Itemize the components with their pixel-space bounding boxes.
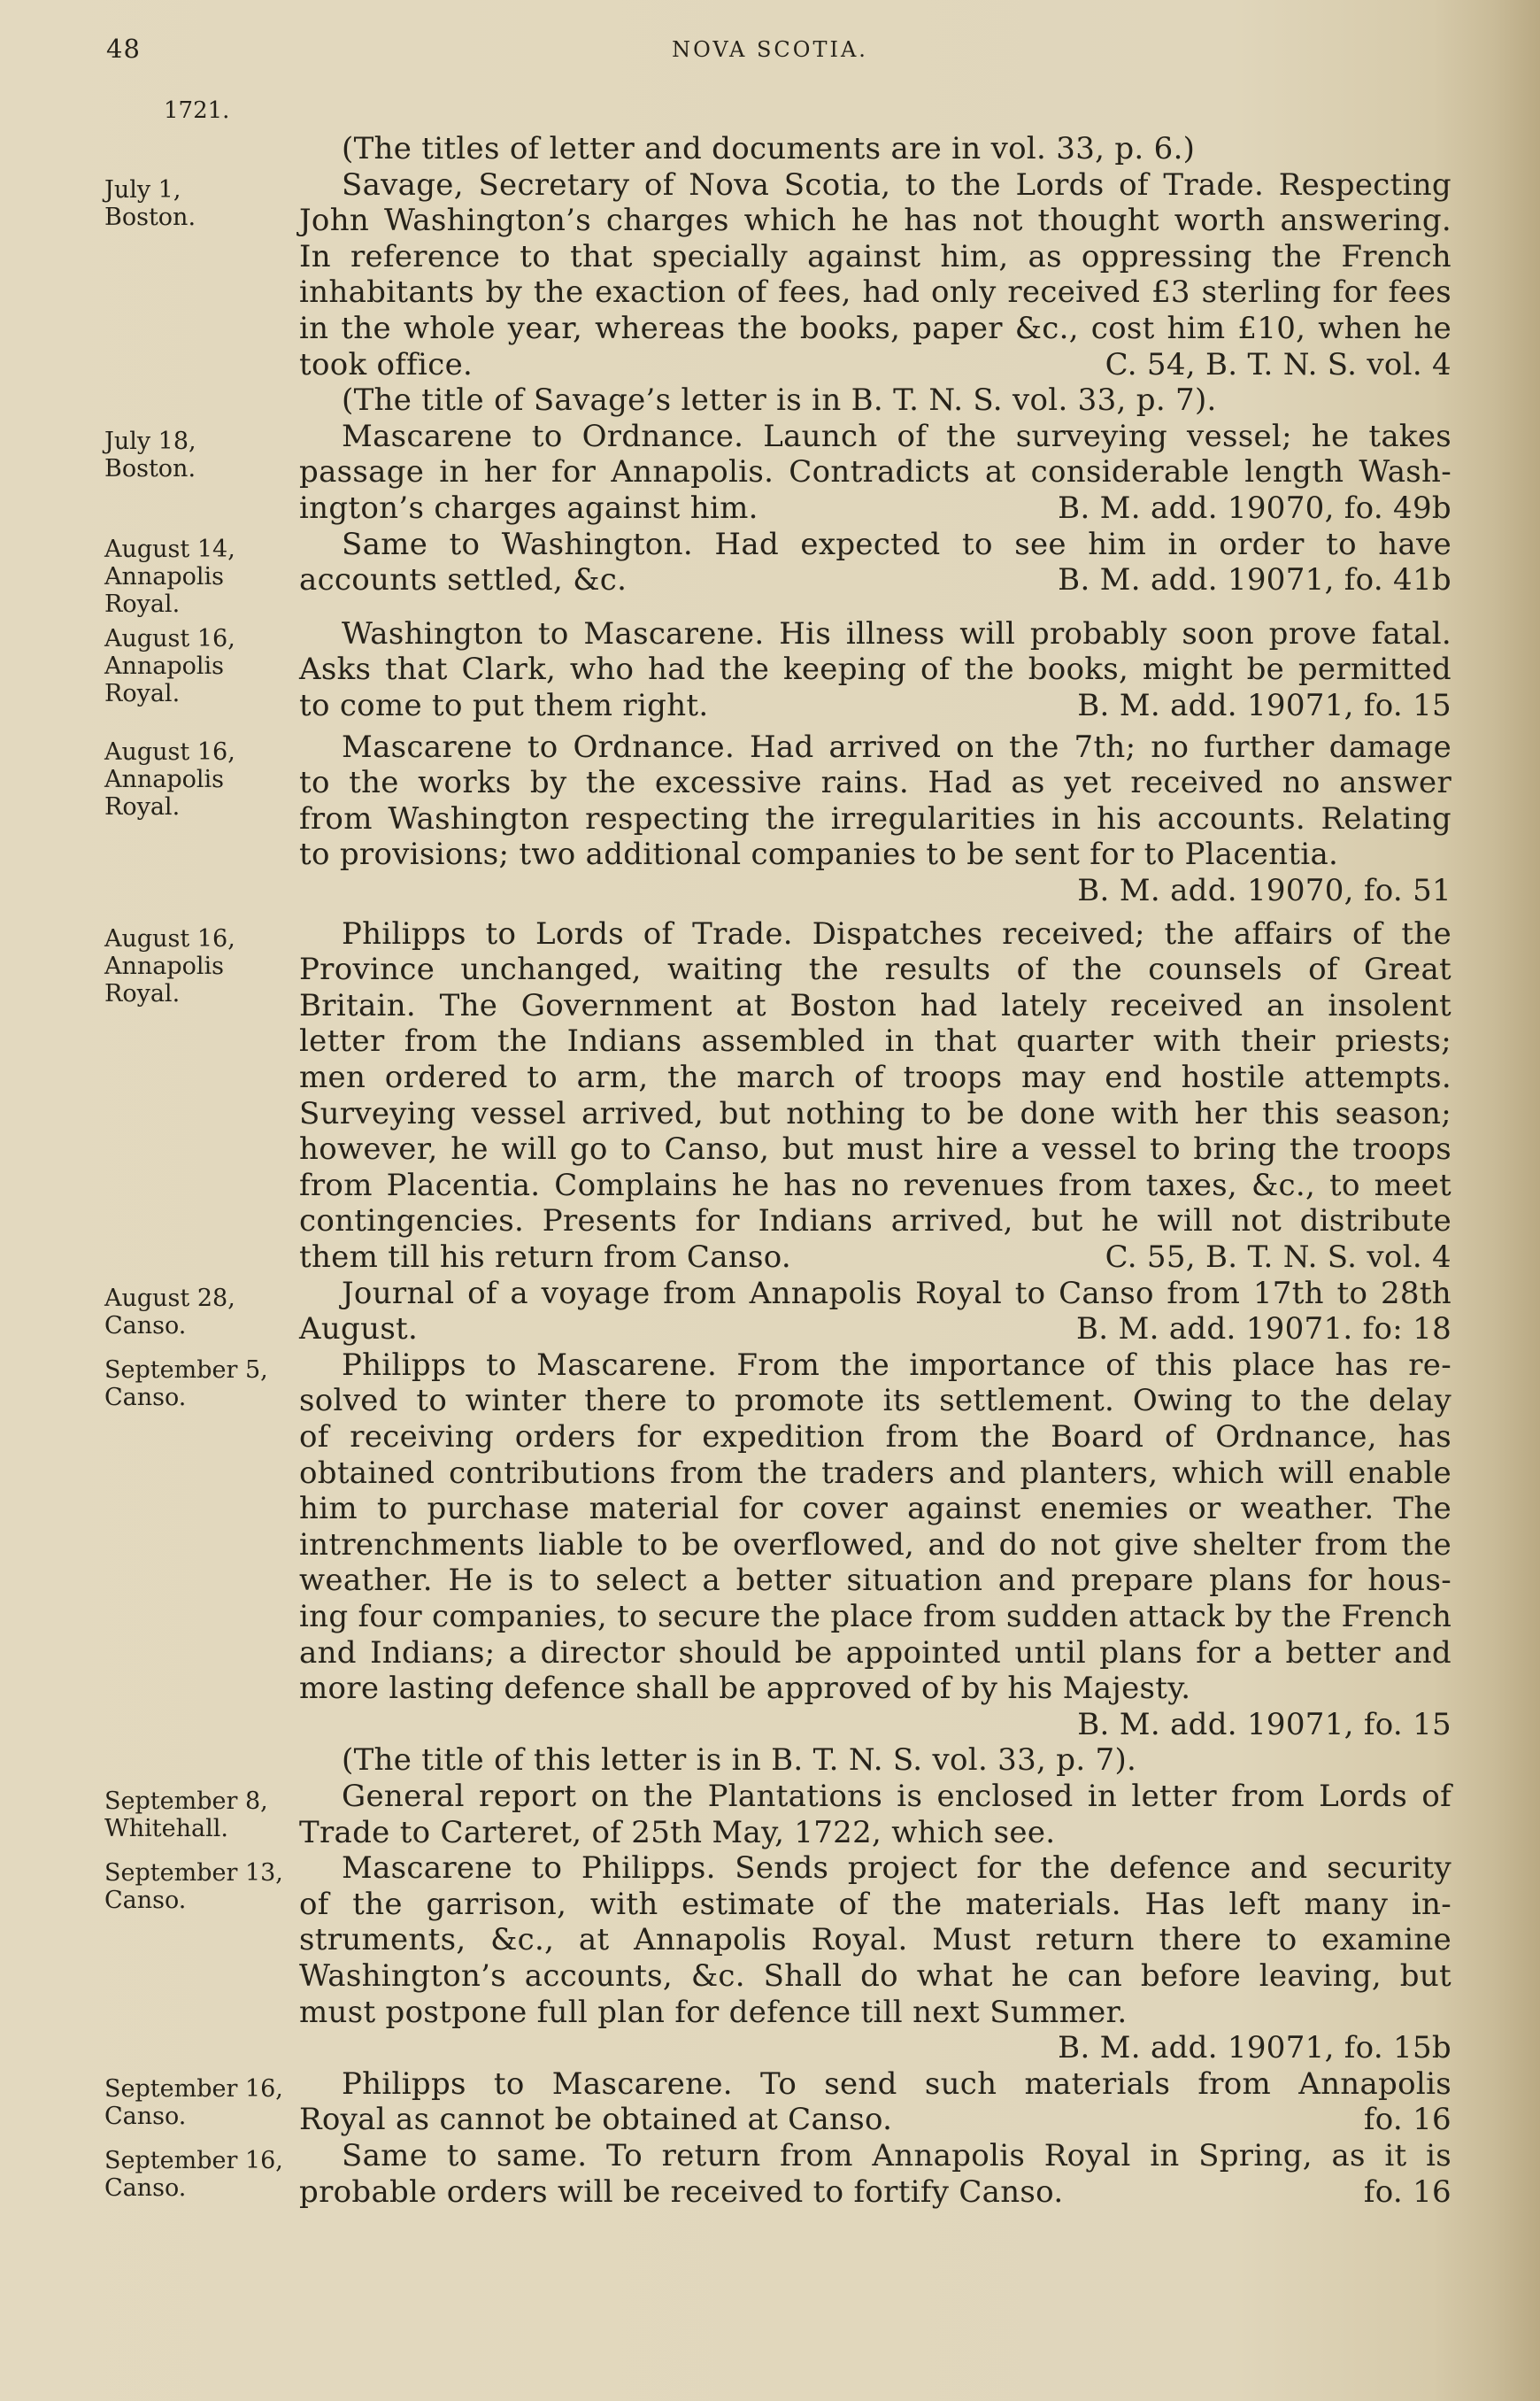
text-line: In reference to that specially against him, as oppressing the French (299, 238, 1451, 274)
entry-text (299, 616, 1451, 724)
line-text: took office. (299, 346, 474, 382)
margin-line: Royal. (104, 979, 181, 1007)
margin-line: August 16, (104, 624, 235, 652)
entry-text (299, 419, 1451, 527)
text-line: (The title of this letter is in B. T. N. S. vol. 33, p. 7). (342, 1742, 1137, 1779)
source-reference: B. M. add. 19070, fo. 51 (1077, 872, 1451, 908)
text-line-with-reference (299, 1239, 1451, 1276)
text-line: Philipps to Mascarene. To send such materials from Annapolis (342, 2065, 1451, 2102)
text-line: more lasting defence shall be approved of by his Majesty. (299, 1671, 1191, 1707)
margin-line: Royal. (104, 679, 181, 707)
text-line: intrenchments liable to be overflowed, and do not give shelter from the (299, 1526, 1451, 1563)
entry-text (299, 1779, 1451, 1850)
source-reference: B. M. add. 19071, fo. 15b (1058, 2030, 1451, 2066)
text-line: (The title of Savage’s letter is in B. T. N. S. vol. 33, p. 7). (342, 382, 1217, 419)
text-line: Journal of a voyage from Annapolis Royal to Canso from 17th to 28th (342, 1275, 1451, 1311)
margin-line: Royal. (104, 590, 181, 618)
text-line: ing four companies, to secure the place from sudden attack by the French (299, 1598, 1452, 1634)
margin-line: August 16, (104, 924, 235, 953)
entry-text (299, 1276, 1451, 1347)
margin-line: August 28, (104, 1284, 235, 1312)
entry-date-place (104, 2075, 281, 2130)
text-line: letter from the Indians assembled in that quarter with their priests; (299, 1023, 1451, 1060)
margin-line: Boston. (104, 454, 196, 483)
text-line: Same to Washington. Had expected to see him in order to have (342, 526, 1451, 562)
line-text: accounts settled, &c. (299, 562, 628, 598)
text-line: to provisions; two additional companies to be sent for to Placentia. (299, 837, 1339, 873)
source-reference: fo. 16 (1363, 2173, 1451, 2210)
margin-line: Annapolis (104, 952, 225, 980)
entry-text (299, 2138, 1451, 2210)
margin-line: Annapolis (104, 765, 225, 793)
text-line: Washington to Mascarene. His illness will probably soon prove fatal. (342, 615, 1451, 652)
text-line: struments, &c., at Annapolis Royal. Must return there to examine (299, 1922, 1451, 1958)
entry-date-place (104, 2147, 281, 2202)
margin-line: Whitehall. (104, 1815, 228, 1842)
margin-line: September 13, (104, 1859, 283, 1888)
margin-line: Canso. (104, 2102, 187, 2130)
entry-text (299, 1347, 1451, 1779)
entry-text (299, 1850, 1451, 2066)
entry-date-place (104, 925, 281, 1007)
text-line: from Placentia. Complains he has no revenues from taxes, &c., to meet (299, 1167, 1451, 1203)
margin-line: September 16, (104, 2147, 283, 2174)
text-line: (The titles of letter and documents are in vol. 33, p. 6.) (342, 131, 1196, 166)
text-line: Mascarene to Philipps. Sends project for the defence and security (342, 1850, 1451, 1887)
text-line: Province unchanged, waiting the results of the counsels of Great (299, 952, 1451, 988)
source-reference: B. M. add. 19071, fo. 15 (1077, 1706, 1451, 1742)
source-reference: C. 55, B. T. N. S. vol. 4 (1105, 1239, 1451, 1275)
entry-date-place (104, 1859, 281, 1914)
text-line: contingencies. Presents for Indians arrived, but he will not distribute (299, 1203, 1451, 1239)
line-text: ington’s charges against him. (299, 490, 758, 526)
line-text: probable orders will be received to fortify Canso. (299, 2173, 1064, 2210)
entry-text (299, 167, 1451, 419)
text-line-with-reference (299, 688, 1451, 724)
entry-text (299, 730, 1451, 909)
text-line-with-reference (299, 2102, 1451, 2138)
text-line: weather. He is to select a better situation and prepare plans for hous- (299, 1563, 1451, 1599)
margin-line: September 16, (104, 2074, 283, 2103)
text-line: him to purchase material for cover against enemies or weather. The (299, 1491, 1451, 1527)
entry-text (299, 2066, 1451, 2138)
source-reference: fo. 16 (1363, 2102, 1451, 2138)
text-line: of receiving orders for expedition from the Board of Ordnance, has (299, 1418, 1451, 1455)
text-line: Mascarene to Ordnance. Launch of the surveying vessel; he takes (342, 418, 1451, 454)
text-line: General report on the Plantations is enclosed in letter from Lords of (342, 1779, 1451, 1814)
text-line: Britain. The Government at Boston had lately received an insolent (299, 987, 1451, 1023)
entry-text (299, 131, 1451, 167)
entry-date-place (104, 1285, 281, 1339)
text-line: of the garrison, with estimate of the materials. Has left many in- (299, 1886, 1451, 1922)
text-line: Asks that Clark, who had the keeping of the books, might be permitted (299, 652, 1451, 688)
margin-line: Annapolis (104, 562, 225, 591)
line-text: them till his return from Canso. (299, 1239, 792, 1275)
margin-line: Canso. (104, 1311, 187, 1339)
text-line-with-reference (299, 562, 1451, 598)
text-line: obtained contributions from the traders and planters, which will enable (299, 1455, 1451, 1491)
text-line-with-reference (299, 490, 1451, 527)
margin-line: September 5, (104, 1355, 268, 1384)
page-number: 48 (106, 34, 141, 64)
entry-date-place (104, 176, 281, 231)
entry-date-place (104, 738, 281, 821)
entry-date-place (104, 1356, 281, 1411)
entry-text (299, 527, 1451, 598)
source-reference: B. M. add. 19071. fo: 18 (1076, 1311, 1451, 1347)
margin-line: Royal. (104, 792, 181, 821)
text-line: Philipps to Lords of Trade. Dispatches received; the affairs of the (342, 915, 1451, 952)
year-label: 1721. (164, 97, 230, 124)
text-line: from Washington respecting the irregularities in his accounts. Relating (299, 800, 1451, 837)
margin-line: Annapolis (104, 652, 225, 680)
margin-line: September 8, (104, 1787, 268, 1815)
text-line: in the whole year, whereas the books, paper &c., cost him £10, when he (299, 310, 1451, 346)
margin-line: August 14, (104, 535, 235, 563)
text-line: to the works by the excessive rains. Had as yet received no answer (299, 765, 1451, 801)
text-line: Philipps to Mascarene. From the importance of this place has re- (342, 1347, 1451, 1383)
text-line-with-reference (299, 2174, 1451, 2211)
text-line-with-reference (299, 347, 1451, 383)
source-reference: C. 54, B. T. N. S. vol. 4 (1105, 346, 1451, 382)
entry-date-place (104, 428, 281, 483)
text-line: John Washington’s charges which he has not thought worth answering. (299, 203, 1451, 239)
running-head: NOVA SCOTIA. (672, 37, 868, 62)
text-line: Savage, Secretary of Nova Scotia, to the Lords of Trade. Respecting (342, 166, 1451, 203)
text-line: men ordered to arm, the march of troops may end hostile attempts. (299, 1059, 1451, 1095)
text-line: must postpone full plan for defence till next Summer. (299, 1994, 1128, 2030)
line-text: to come to put them right. (299, 687, 709, 723)
entry-date-place (104, 1787, 281, 1842)
margin-line: Canso. (104, 1887, 187, 1915)
entry-date-place (104, 536, 281, 618)
line-text: Royal as cannot be obtained at Canso. (299, 2102, 893, 2138)
source-reference: B. M. add. 19071, fo. 15 (1077, 687, 1451, 723)
margin-line: July 18, (104, 427, 196, 455)
margin-line: Boston. (104, 203, 196, 231)
text-line: inhabitants by the exaction of fees, had only received £3 sterling for fees (299, 274, 1451, 311)
text-line: passage in her for Annapolis. Contradicts at considerable length Wash- (299, 454, 1451, 490)
margin-line: Canso. (104, 2174, 187, 2202)
margin-line: July 1, (104, 175, 181, 204)
text-line: Surveying vessel arrived, but nothing to be done with her this season; (299, 1095, 1451, 1131)
source-reference: B. M. add. 19070, fo. 49b (1058, 490, 1451, 526)
entry-text (299, 916, 1451, 1276)
text-line-with-reference (299, 1311, 1451, 1347)
source-reference: B. M. add. 19071, fo. 41b (1058, 562, 1451, 598)
margin-line: Canso. (104, 1383, 187, 1411)
text-line: Same to same. To return from Annapolis Royal in Spring, as it is (342, 2138, 1451, 2173)
text-line: Washington’s accounts, &c. Shall do what he can before leaving, but (299, 1957, 1451, 1994)
text-line: Mascarene to Ordnance. Had arrived on the 7th; no further damage (342, 729, 1451, 765)
entry-date-place (104, 625, 281, 707)
text-line: and Indians; a director should be appointed until plans for a better and (299, 1634, 1451, 1671)
line-text: August. (299, 1311, 419, 1347)
margin-line: August 16, (104, 737, 235, 766)
text-line: Trade to Carteret, of 25th May, 1722, which see. (299, 1814, 1056, 1850)
text-line: however, he will go to Canso, but must hire a vessel to bring the troops (299, 1131, 1451, 1168)
text-line: solved to winter there to promote its settlement. Owing to the delay (299, 1383, 1451, 1419)
